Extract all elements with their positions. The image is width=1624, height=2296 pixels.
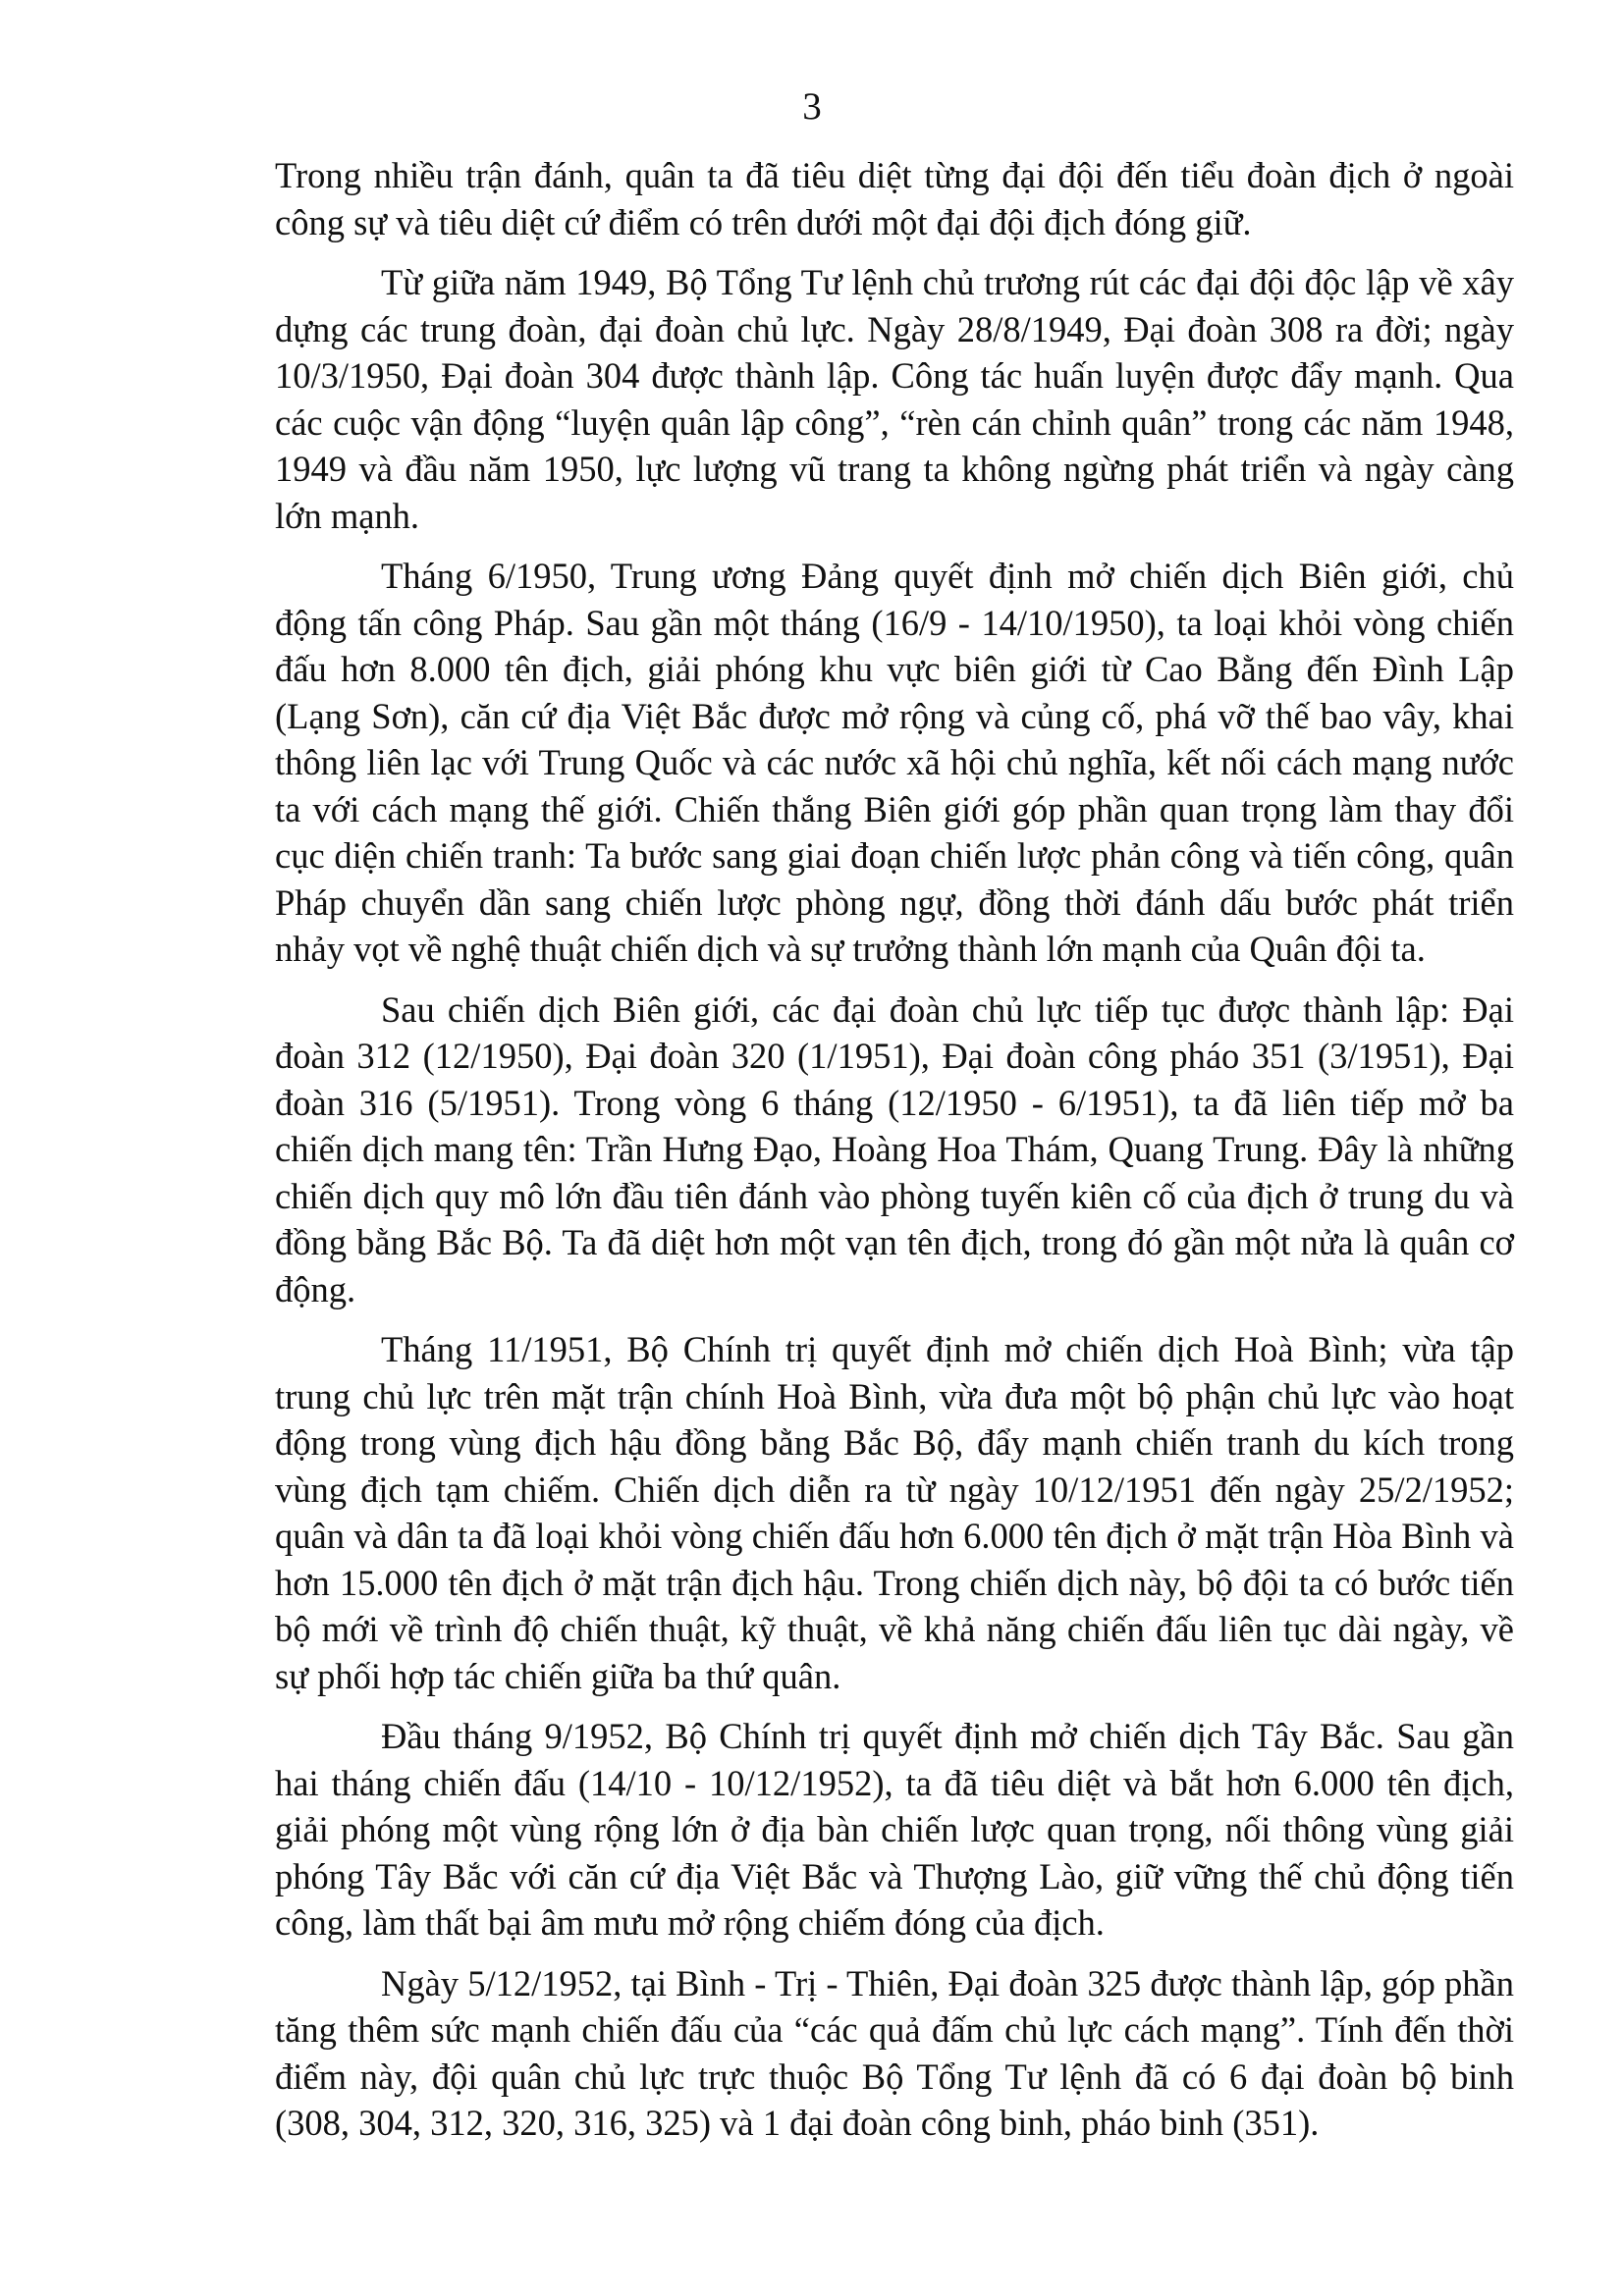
paragraph-5: Tháng 11/1951, Bộ Chính trị quyết định mở chiến dịch Hoà Bình; vừa tập trung chủ lực trên mặt trận chính Hoà Bình, vừa đưa một bộ phận chủ lực vào hoạt động trong vùng địch hậu đồng bằng Bắc Bộ, đẩy mạnh chiến tranh du kích trong vùng địch tạm chiếm. Chiến dịch diễn ra từ ngày 10/12/1951 đến ngày 25/2/1952; quân và dân ta đã loại khỏi vòng chiến đấu hơn 6.000 tên địch ở mặt trận Hòa Bình và hơn 15.000 tên địch ở mặt trận địch hậu. Trong chiến dịch này, bộ đội ta có bước tiến bộ mới về trình độ chiến thuật, kỹ thuật, về khả năng chiến đấu liên tục dài ngày, về sự phối hợp tác chiến giữa ba thứ quân. [275,1329,1514,1696]
paragraph-7: Ngày 5/12/1952, tại Bình - Trị - Thiên, Đại đoàn 325 được thành lập, góp phần tăng thêm sức mạnh chiến đấu của “các quả đấm chủ lực cách mạng”. Tính đến thời điểm này, đội quân chủ lực trực thuộc Bộ Tổng Tư lệnh đã có 6 đại đoàn bộ binh (308, 304, 312, 320, 316, 325) và 1 đại đoàn công binh, pháo binh (351). [275,1962,1514,2143]
paragraph-4: Sau chiến dịch Biên giới, các đại đoàn chủ lực tiếp tục được thành lập: Đại đoàn 312 (12/1950), Đại đoàn 320 (1/1951), Đại đoàn công pháo 351 (3/1951), Đại đoàn 316 (5/1951). Trong vòng 6 tháng (12/1950 - 6/1951), ta đã liên tiếp mở ba chiến dịch mang tên: Trần Hưng Đạo, Hoàng Hoa Thám, Quang Trung. Đây là những chiến dịch quy mô lớn đầu tiên đánh vào phòng tuyến kiên cố của địch ở trung du và đồng bằng Bắc Bộ. Ta đã diệt hơn một vạn tên địch, trong đó gần một nửa là quân cơ động. [275,988,1514,1309]
paragraph-3: Tháng 6/1950, Trung ương Đảng quyết định mở chiến dịch Biên giới, chủ động tấn công Pháp. Sau gần một tháng (16/9 - 14/10/1950), ta loại khỏi vòng chiến đấu hơn 8.000 tên địch, giải phóng khu vực biên giới từ Cao Bằng đến Đình Lập (Lạng Sơn), căn cứ địa Việt Bắc được mở rộng và củng cố, phá vỡ thế bao vây, khai thông liên lạc với Trung Quốc và các nước xã hội chủ nghĩa, kết nối cách mạng nước ta với cách mạng thế giới. Chiến thắng Biên giới góp phần quan trọng làm thay đổi cục diện chiến tranh: Ta bước sang giai đoạn chiến lược phản công và tiến công, quân Pháp chuyển dần sang chiến lược phòng ngự, đồng thời đánh dấu bước phát triển nhảy vọt về nghệ thuật chiến dịch và sự trưởng thành lớn mạnh của Quân đội ta. [275,556,1514,969]
page-body [275,152,1514,2161]
paragraph-1: Trong nhiều trận đánh, quân ta đã tiêu diệt từng đại đội đến tiểu đoàn địch ở ngoài công sự và tiêu diệt cứ điểm có trên dưới một đại đội địch đóng giữ. [275,155,1514,242]
paragraph-2: Từ giữa năm 1949, Bộ Tổng Tư lệnh chủ trương rút các đại đội độc lập về xây dựng các trung đoàn, đại đoàn chủ lực. Ngày 28/8/1949, Đại đoàn 308 ra đời; ngày 10/3/1950, Đại đoàn 304 được thành lập. Công tác huấn luyện được đẩy mạnh. Qua các cuộc vận động “luyện quân lập công”, “rèn cán chỉnh quân” trong các năm 1948, 1949 và đầu năm 1950, lực lượng vũ trang ta không ngừng phát triển và ngày càng lớn mạnh. [275,262,1514,536]
paragraph-6: Đầu tháng 9/1952, Bộ Chính trị quyết định mở chiến dịch Tây Bắc. Sau gần hai tháng chiến đấu (14/10 - 10/12/1952), ta đã tiêu diệt và bắt hơn 6.000 tên địch, giải phóng một vùng rộng lớn ở địa bàn chiến lược quan trọng, nối thông vùng giải phóng Tây Bắc với căn cứ địa Việt Bắc và Thượng Lào, giữ vững thế chủ động tiến công, làm thất bại âm mưu mở rộng chiếm đóng của địch. [275,1716,1514,1943]
page-number: 3 [802,85,822,128]
